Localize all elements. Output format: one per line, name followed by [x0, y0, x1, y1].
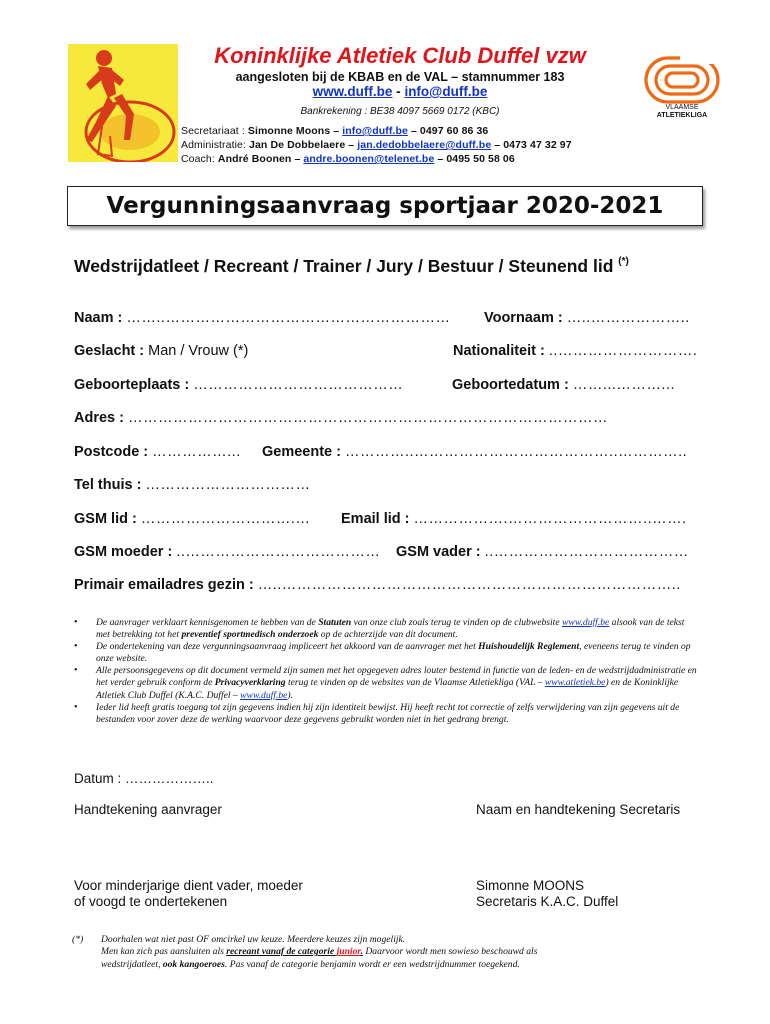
contact-name: André Boonen [217, 153, 292, 165]
club-affiliation: aangesloten bij de KBAB en de VAL – stamnummer 183 [235, 70, 565, 84]
terms-bold: Privacyverklaring [214, 677, 286, 689]
field-label: Postcode : [74, 444, 153, 460]
gemeente-field[interactable] [262, 444, 687, 460]
terms-text: De ondertekening van deze vergunningsaanvraag impliceert het akkoord van de aanvrager met het [96, 641, 479, 653]
field-label: Primair emailadres gezin : [74, 577, 258, 593]
field-label: Gemeente : [262, 444, 345, 460]
terms-text: alsook van de tekst met betrekking tot het [96, 617, 685, 641]
field-label: GSM vader : [396, 544, 485, 560]
footnote-text: Daarvoor wordt men sowieso beschouwd als [362, 946, 538, 958]
duff-website-link[interactable]: www.duff.be [240, 689, 288, 701]
field-label: Geslacht : [74, 343, 149, 359]
contact-name: Simonne Moons [247, 125, 331, 137]
field-dots: ..………………………………… [484, 544, 689, 560]
terms-text: terug te vinden op de websites van de Vlaamse Atletiekliga (VAL – [285, 677, 545, 689]
footnote-text: wedstrijdatleet, [101, 958, 163, 970]
secretary-name: Simonne MOONS [476, 878, 585, 893]
field-dots: …..…………………………………………………………………….. [257, 577, 681, 593]
terms-text: , eveneens terug te vinden op onze website. [96, 641, 691, 665]
terms-list [74, 617, 698, 726]
role-options [74, 256, 629, 277]
contact-email-link[interactable]: andre.boonen@telenet.be [303, 153, 435, 165]
club-name: Koninklijke Atletiek Club Duffel vzw [214, 43, 586, 68]
contact-label: Secretariaat : [181, 125, 248, 137]
contact-phone: – 0497 60 86 36 [407, 125, 489, 137]
secretary-title: Secretaris K.A.C. Duffel [476, 894, 619, 909]
field-label: Voornaam : [484, 310, 567, 326]
geslacht-field[interactable] [74, 343, 248, 359]
terms-text: Alle persoonsgegevens op dit document vermeld zijn samen met het opgegeven adres louter bestemd in functie van de leden- en de wedstrijdadministratie en het verder gebruik conform de [96, 665, 697, 689]
field-label: Email lid : [341, 511, 414, 527]
email-lid-field[interactable] [341, 511, 687, 527]
email-link[interactable]: info@duff.be [404, 84, 488, 99]
terms-bold: Huishoudelijk Reglement [478, 641, 580, 653]
footnote-junior: junior [336, 946, 361, 958]
contact-sep: – [291, 153, 304, 165]
field-dots: …………..…………………………………..………….. [345, 444, 688, 460]
gsm-lid-field[interactable] [74, 511, 310, 527]
field-label: Nationaliteit : [453, 343, 549, 359]
footnote-text: . Pas vanaf de categorie benjamin wordt er een wedstrijdnummer toegekend. [224, 958, 520, 970]
field-dots: …..……………….. [566, 310, 690, 326]
voornaam-field[interactable] [484, 310, 690, 326]
val-logo-line2: ATLETIEKLIGA [656, 112, 708, 119]
terms-text: op de achterzijde van dit document. [318, 629, 458, 641]
footnote-line1: Doorhalen wat niet past OF omcirkel uw keuze. Meerdere keuzes zijn mogelijk. [101, 934, 406, 945]
terms-text: De aanvrager verklaart kennisgenomen te hebben van de [96, 617, 319, 628]
terms-item-reglement [74, 641, 698, 665]
field-label: Naam : [74, 310, 127, 326]
field-dots: ..………………………………… [176, 544, 381, 560]
field-dots: ……………….………………………..……. [413, 511, 687, 527]
postcode-field[interactable] [74, 444, 241, 460]
adres-field[interactable] [74, 410, 608, 426]
val-logo-text [640, 104, 724, 120]
role-options-mark: (*) [618, 256, 629, 267]
contact-label: Administratie: [181, 139, 250, 151]
terms-text: ) en de Koninklijke Atletiek Club Duffel (K.A.C. Duffel – [96, 677, 679, 701]
field-label: Tel thuis : [74, 477, 146, 493]
terms-text: ). [287, 689, 294, 701]
footnote-mark: (*) [72, 934, 84, 945]
footnote-bold: recreant vanaf de categorie [226, 946, 337, 958]
signature-applicant-label: Handtekening aanvrager [74, 802, 222, 817]
val-logo-line1: VLAAMSE [665, 104, 699, 111]
terms-item-statuten [74, 617, 698, 641]
runner-logo [68, 44, 178, 162]
field-dots: …………………………… [145, 477, 311, 493]
terms-item-access [74, 702, 698, 726]
geslacht-options: Man / Vrouw (*) [148, 343, 249, 359]
field-label: GSM lid : [74, 511, 141, 527]
terms-bold: preventief sportmedisch onderzoek [181, 629, 319, 641]
website-link[interactable]: www.duff.be [312, 84, 393, 99]
footnote-line2 [101, 946, 712, 958]
nationaliteit-field[interactable] [453, 343, 697, 359]
footnote-bold: . [360, 946, 363, 958]
footnote-bold: ook kangoeroes [162, 958, 225, 970]
bank-account: Bankrekening : BE38 4097 5669 0172 (KBC) [300, 106, 500, 117]
document-title: Vergunningsaanvraag sportjaar 2020-2021 [106, 193, 664, 219]
document-title-box [67, 186, 703, 226]
field-dots: …………………………………………………………………………………… [128, 410, 608, 426]
field-dots: ……..………………………………………………… [126, 310, 451, 326]
contact-email-link[interactable]: info@duff.be [342, 125, 408, 137]
gsm-vader-field[interactable] [396, 544, 689, 560]
role-options-text: Wedstrijdatleet / Recreant / Trainer / Jury / Bestuur / Steunend lid [74, 256, 614, 276]
tel-thuis-field[interactable] [74, 477, 310, 493]
web-separator: - [396, 84, 401, 99]
naam-field[interactable] [74, 310, 450, 326]
footnote-line3 [101, 959, 712, 971]
field-dots: ………………………….… [140, 511, 311, 527]
runner-logo-icon [68, 44, 178, 162]
minor-note-line1: Voor minderjarige dient vader, moeder [74, 878, 303, 893]
primair-email-field[interactable] [74, 577, 681, 593]
signature-secretary-label: Naam en handtekening Secretaris [476, 802, 681, 817]
duff-website-link[interactable]: www.duff.be [562, 617, 610, 628]
contact-phone: – 0495 50 58 06 [434, 153, 515, 165]
minor-note-line2: of voogd te ondertekenen [74, 894, 228, 909]
field-dots: ……...………... [572, 377, 676, 393]
footnote [72, 934, 712, 971]
contact-name: Jan De Dobbelaere [249, 139, 346, 151]
contact-coach [181, 153, 515, 165]
field-label: Geboorteplaats : [74, 377, 194, 393]
geboortedatum-field[interactable] [452, 377, 675, 393]
field-dots: ..………………………. [548, 343, 698, 359]
club-web-line [180, 84, 620, 99]
contact-secretariat [181, 125, 488, 137]
contact-email-link[interactable]: jan.dedobbelaere@duff.be [357, 139, 492, 151]
gsm-moeder-field[interactable] [74, 544, 380, 560]
terms-bold: Statuten [318, 617, 352, 628]
datum-field[interactable]: Datum : ……………….. [74, 771, 214, 786]
contact-sep: – [345, 139, 358, 151]
field-label: Adres : [74, 410, 128, 426]
footnote-text: Men kan zich pas aansluiten als [101, 946, 227, 958]
terms-text: Ieder lid heeft gratis toegang tot zijn gegevens indien hij zijn identiteit bewijst. Hij heeft recht tot correctie of zelfs verwijdering van zijn gegevens uit de bestanden voor zover deze de werking waarvoor deze gegevens gebruikt worden niet in het gedrang brengt. [96, 701, 680, 725]
field-label: Geboortedatum : [452, 377, 573, 393]
geboorteplaats-field[interactable] [74, 377, 403, 393]
terms-text: van onze club zoals terug te vinden op de clubwebsite [351, 617, 563, 628]
atletiek-website-link[interactable]: www.atletiek.be [544, 677, 606, 689]
field-dots: ……………... [152, 444, 241, 460]
contact-label: Coach: [181, 153, 218, 165]
contact-sep: – [330, 125, 343, 137]
field-label: GSM moeder : [74, 544, 177, 560]
terms-item-privacy [74, 665, 698, 701]
contact-phone: – 0473 47 32 97 [491, 139, 572, 151]
contact-administration [181, 139, 572, 151]
field-dots: …………………………………… [193, 377, 404, 393]
